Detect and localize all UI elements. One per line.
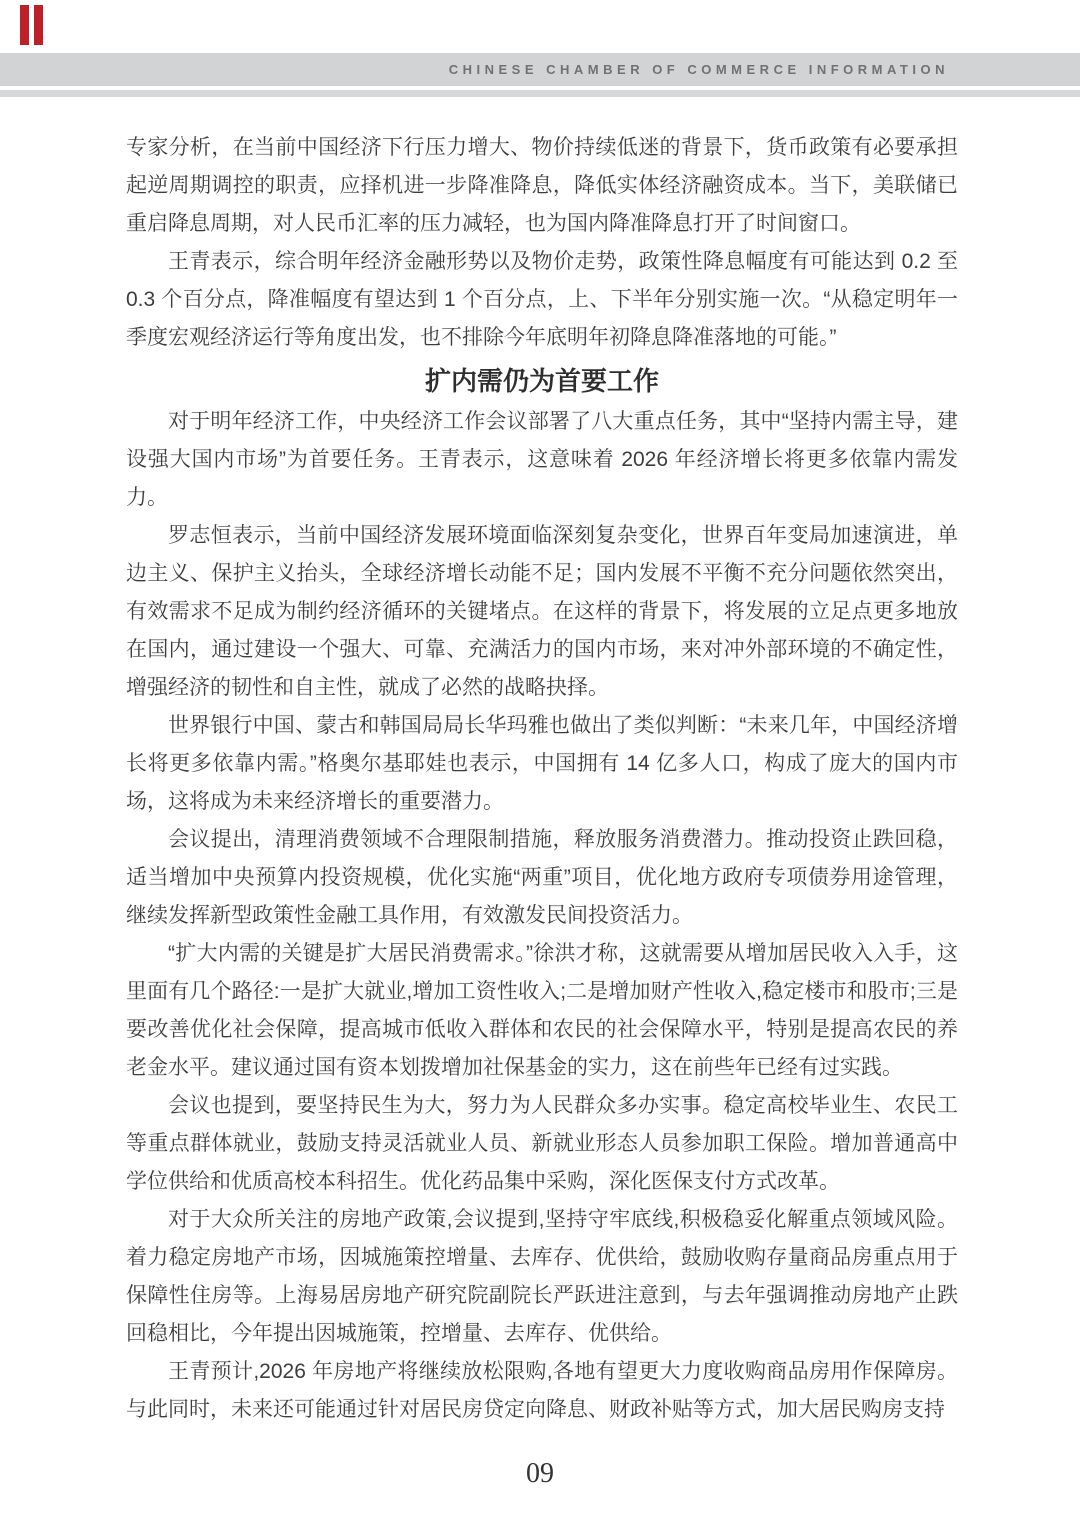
paragraph: “扩大内需的关键是扩大居民消费需求。”徐洪才称，这就需要从增加居民收入入手，这里面有几个路径:一是扩大就业,增加工资性收入;二是增加财产性收入,稳定楼市和股市;三是要改善优化社会保障，提高城市低收入群体和农民的社会保障水平，特别是提高农民的养老金水平。建议通过国有资本划拨增加社保基金的实力，这在前些年已经有过实践。 (126, 942, 958, 1079)
article-body (126, 129, 958, 1429)
section-heading: 扩内需仍为首要工作 (424, 366, 659, 396)
paragraph: 王青表示，综合明年经济金融形势以及物价走势，政策性降息幅度有可能达到 0.2 至 0.3 个百分点，降准幅度有望达到 1 个百分点，上、下半年分别实施一次。“从稳定明年一季度宏观经济运行等角度出发，也不排除今年底明年初降息降准落地的可能。” (126, 250, 958, 349)
paragraph: 会议也提到，要坚持民生为大，努力为人民群众多办实事。稳定高校毕业生、农民工等重点群体就业，鼓励支持灵活就业人员、新就业形态人员参加职工保险。增加普通高中学位供给和优质高校本科招生。优化药品集中采购，深化医保支付方式改革。 (126, 1094, 958, 1193)
red-accent-bars (20, 5, 46, 45)
header-divider-line (0, 90, 1080, 97)
paragraph: 罗志恒表示，当前中国经济发展环境面临深刻复杂变化，世界百年变局加速演进，单边主义、保护主义抬头，全球经济增长动能不足；国内发展不平衡不充分问题依然突出，有效需求不足成为制约经济循环的关键堵点。在这样的背景下，将发展的立足点更多地放在国内，通过建设一个强大、可靠、充满活力的国内市场，来对冲外部环境的不确定性，增强经济的韧性和自主性，就成了必然的战略抉择。 (126, 524, 958, 699)
page-number: 09 (526, 1458, 554, 1489)
red-accent-bar (20, 5, 29, 45)
paragraph: 王青预计,2026 年房地产将继续放松限购,各地有望更大力度收购商品房用作保障房。与此同时，未来还可能通过针对居民房贷定向降息、财政补贴等方式，加大居民购房支持 (126, 1360, 958, 1421)
header-banner (0, 53, 1080, 86)
paragraph: 对于明年经济工作，中央经济工作会议部署了八大重点任务，其中“坚持内需主导，建设强大国内市场”为首要任务。王青表示，这意味着 2026 年经济增长将更多依靠内需发力。 (126, 410, 958, 509)
paragraph: 会议提出，清理消费领域不合理限制措施，释放服务消费潜力。推动投资止跌回稳，适当增加中央预算内投资规模，优化实施“两重”项目，优化地方政府专项债券用途管理，继续发挥新型政策性金融工具作用，有效激发民间投资活力。 (126, 828, 958, 927)
paragraph: 对于大众所关注的房地产政策,会议提到,坚持守牢底线,积极稳妥化解重点领域风险。着力稳定房地产市场，因城施策控增量、去库存、优供给，鼓励收购存量商品房重点用于保障性住房等。上海易居房地产研究院副院长严跃进注意到，与去年强调推动房地产止跌回稳相比，今年提出因城施策，控增量、去库存、优供给。 (126, 1208, 958, 1345)
paragraph: 专家分析，在当前中国经济下行压力增大、物价持续低迷的背景下，货币政策有必要承担起逆周期调控的职责，应择机进一步降准降息，降低实体经济融资成本。当下，美联储已重启降息周期，对人民币汇率的压力减轻，也为国内降准降息打开了时间窗口。 (126, 136, 958, 235)
header-banner-text: CHINESE CHAMBER OF COMMERCE INFORMATION (448, 62, 949, 77)
red-accent-bar (34, 5, 43, 45)
paragraph: 世界银行中国、蒙古和韩国局局长华玛雅也做出了类似判断：“未来几年，中国经济增长将更多依靠内需。”格奥尔基耶娃也表示，中国拥有 14 亿多人口，构成了庞大的国内市场，这将成为未来经济增长的重要潜力。 (126, 714, 958, 813)
